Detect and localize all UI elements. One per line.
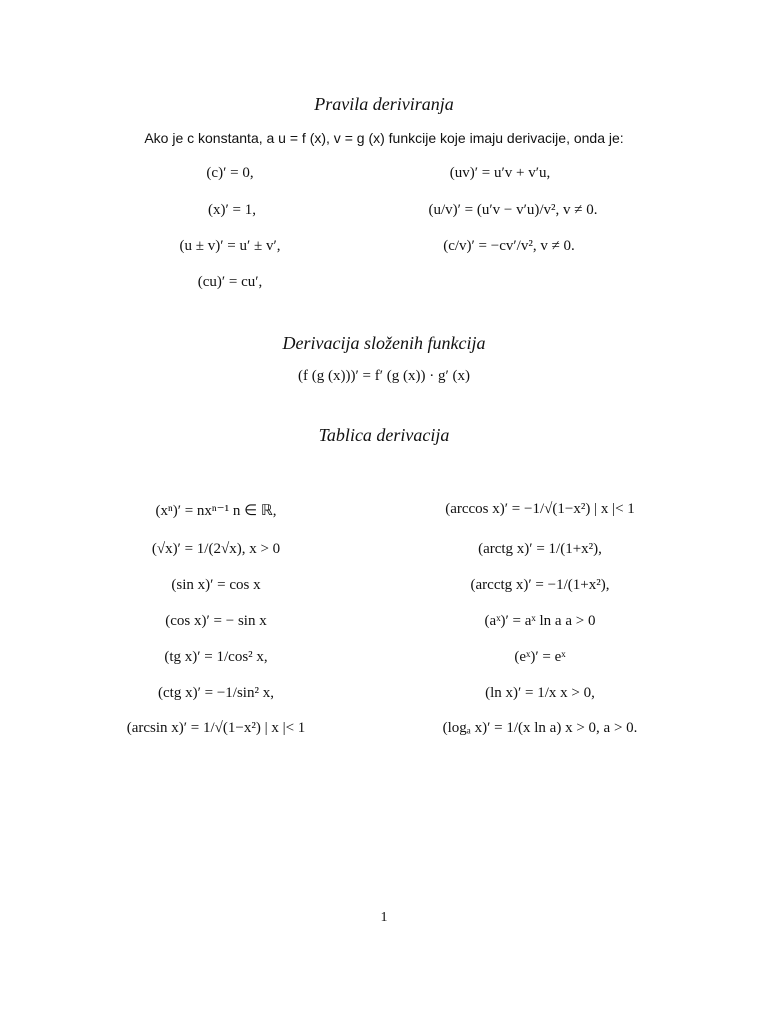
rule-right-2: (u/v)′ = (u′v − v′u)/v², v ≠ 0. [428,202,598,218]
table-left-1: (xⁿ)′ = nxⁿ⁻¹ n ∈ ℝ, [155,503,277,519]
rule-left-2: (x)′ = 1, [208,202,256,218]
rule-left-3: (u ± v)′ = u′ ± v′, [179,238,281,254]
table-left-4: (cos x)′ = − sin x [165,613,267,629]
rule-left-1: (c)′ = 0, [206,165,254,181]
table-right-7: (logₐ x)′ = 1/(x ln a) x > 0, a > 0. [442,720,638,736]
table-left-5: (tg x)′ = 1/cos² x, [164,649,268,665]
table-right-1: (arccos x)′ = −1/√(1−x²) | x |< 1 [445,501,635,517]
rule-left-4: (cu)′ = cu′, [197,274,263,290]
rules-intro: Ako je c konstanta, a u = f (x), v = g (x) funkcije koje imaju derivacije, onda je: [144,130,624,146]
table-right-6: (ln x)′ = 1/x x > 0, [485,685,595,701]
table-left-2: (√x)′ = 1/(2√x), x > 0 [151,541,281,557]
table-left-3: (sin x)′ = cos x [171,577,261,593]
table-left-6: (ctg x)′ = −1/sin² x, [158,685,274,701]
rule-right-1: (uv)′ = u′v + v′u, [449,165,551,181]
table-title: Tablica derivacija [318,425,450,445]
page-number: 1 [380,910,388,925]
table-right-3: (arcctg x)′ = −1/(1+x²), [470,577,610,593]
chain-title: Derivacija složenih funkcija [282,333,486,353]
chain-formula: (f (g (x)))′ = f′ (g (x)) · g′ (x) [298,368,470,384]
table-right-5: (eˣ)′ = eˣ [514,649,566,665]
table-left-7: (arcsin x)′ = 1/√(1−x²) | x |< 1 [126,720,306,736]
table-right-2: (arctg x)′ = 1/(1+x²), [478,541,602,557]
table-right-4: (aˣ)′ = aˣ ln a a > 0 [484,613,596,629]
rule-right-3: (c/v)′ = −cv′/v², v ≠ 0. [443,238,575,254]
rules-title: Pravila deriviranja [314,94,454,114]
